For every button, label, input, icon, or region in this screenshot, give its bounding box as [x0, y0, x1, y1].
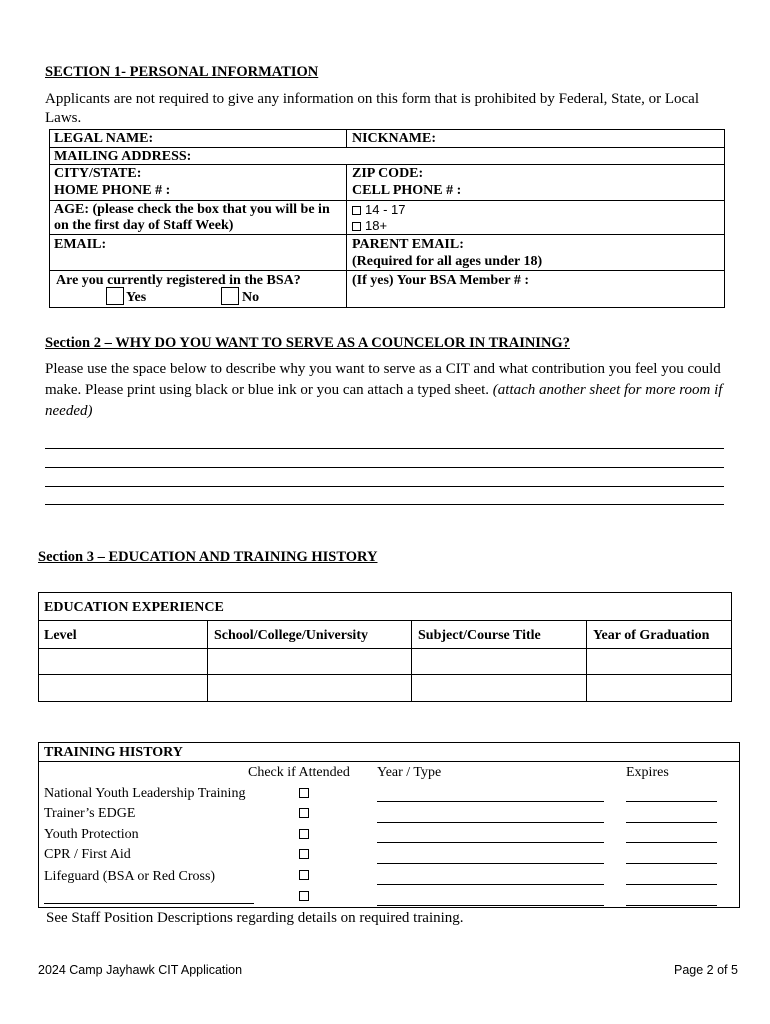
expires-line[interactable]	[626, 822, 717, 823]
expires-line[interactable]	[626, 905, 717, 906]
col-school: School/College/University	[214, 628, 368, 643]
essay-line[interactable]	[45, 448, 724, 449]
other-training-line[interactable]	[44, 903, 254, 904]
attended-checkbox[interactable]	[299, 808, 309, 818]
year-type-line[interactable]	[377, 905, 604, 906]
attended-checkbox[interactable]	[299, 788, 309, 798]
section2-body: Please use the space below to describe why you want to serve as a CIT and what contribution you feel you could make. Please print using black or blue ink or you can attach a typed sheet. (attach another sheet for more room if needed)	[45, 361, 723, 419]
essay-line[interactable]	[45, 467, 724, 468]
year-type-line[interactable]	[377, 822, 604, 823]
cell-phone-field[interactable]: CELL PHONE # :	[352, 183, 462, 198]
age-checkbox-14-17[interactable]	[352, 206, 361, 215]
year-type-line[interactable]	[377, 884, 604, 885]
section1-title: SECTION 1- PERSONAL INFORMATION	[45, 64, 319, 80]
legal-name-field[interactable]: LEGAL NAME:	[54, 131, 154, 146]
education-header: EDUCATION EXPERIENCE	[44, 600, 224, 615]
attended-checkbox[interactable]	[299, 829, 309, 839]
education-row[interactable]	[38, 674, 732, 702]
expires-line[interactable]	[626, 884, 717, 885]
section2-title: Section 2 – WHY DO YOU WANT TO SERVE AS A COUNCELOR IN TRAINING?	[45, 335, 570, 351]
page-number: Page 2 of 5	[674, 963, 738, 977]
parent-email-field[interactable]: PARENT EMAIL:	[352, 237, 464, 252]
col-check-attended: Check if Attended	[248, 765, 350, 780]
bsa-no-checkbox[interactable]	[221, 287, 239, 305]
training-item: National Youth Leadership Training	[44, 786, 246, 801]
year-type-line[interactable]	[377, 801, 604, 802]
parent-email-note: (Required for all ages under 18)	[352, 254, 543, 269]
attended-checkbox[interactable]	[299, 870, 309, 880]
col-subject: Subject/Course Title	[418, 628, 541, 643]
training-item: Trainer’s EDGE	[44, 806, 136, 821]
bsa-question: Are you currently registered in the BSA?	[56, 273, 301, 288]
training-item: Youth Protection	[44, 827, 139, 842]
section1-intro: Applicants are not required to give any information on this form that is prohibited by Federal, State, or Local Laws.	[45, 91, 700, 126]
training-item: Lifeguard (BSA or Red Cross)	[44, 869, 216, 884]
age-option-14-17[interactable]: 14 - 17	[352, 202, 405, 218]
training-header: TRAINING HISTORY	[44, 745, 183, 760]
col-level: Level	[44, 628, 77, 643]
zip-code-field[interactable]: ZIP CODE:	[352, 166, 424, 181]
attended-checkbox[interactable]	[299, 849, 309, 859]
expires-line[interactable]	[626, 863, 717, 864]
mailing-address-field[interactable]: MAILING ADDRESS:	[54, 149, 192, 164]
essay-line[interactable]	[45, 504, 724, 505]
year-type-line[interactable]	[377, 863, 604, 864]
age-label-line2: on the first day of Staff Week)	[54, 218, 234, 233]
year-type-line[interactable]	[377, 842, 604, 843]
attended-checkbox[interactable]	[299, 891, 309, 901]
training-note: See Staff Position Descriptions regarding details on required training.	[46, 910, 464, 926]
age-label-line1: AGE: (please check the box that you will be in	[54, 202, 330, 217]
col-year-graduation: Year of Graduation	[593, 628, 710, 643]
expires-line[interactable]	[626, 801, 717, 802]
email-field[interactable]: EMAIL:	[54, 237, 107, 252]
col-year-type: Year / Type	[377, 765, 442, 780]
col-expires: Expires	[626, 765, 669, 780]
age-option-18-plus[interactable]: 18+	[352, 218, 387, 234]
expires-line[interactable]	[626, 842, 717, 843]
section3-title: Section 3 – EDUCATION AND TRAINING HISTORY	[38, 549, 378, 565]
city-state-field[interactable]: CITY/STATE:	[54, 166, 142, 181]
nickname-field[interactable]: NICKNAME:	[352, 131, 436, 146]
essay-line[interactable]	[45, 486, 724, 487]
training-item: CPR / First Aid	[44, 847, 131, 862]
education-row[interactable]	[38, 648, 732, 674]
bsa-yes-label: Yes	[126, 290, 147, 305]
bsa-member-field[interactable]: (If yes) Your BSA Member # :	[352, 273, 530, 288]
footer-title: 2024 Camp Jayhawk CIT Application	[38, 963, 243, 977]
bsa-no-label: No	[242, 290, 260, 305]
age-checkbox-18-plus[interactable]	[352, 222, 361, 231]
bsa-yes-checkbox[interactable]	[106, 287, 124, 305]
home-phone-field[interactable]: HOME PHONE # :	[54, 183, 171, 198]
